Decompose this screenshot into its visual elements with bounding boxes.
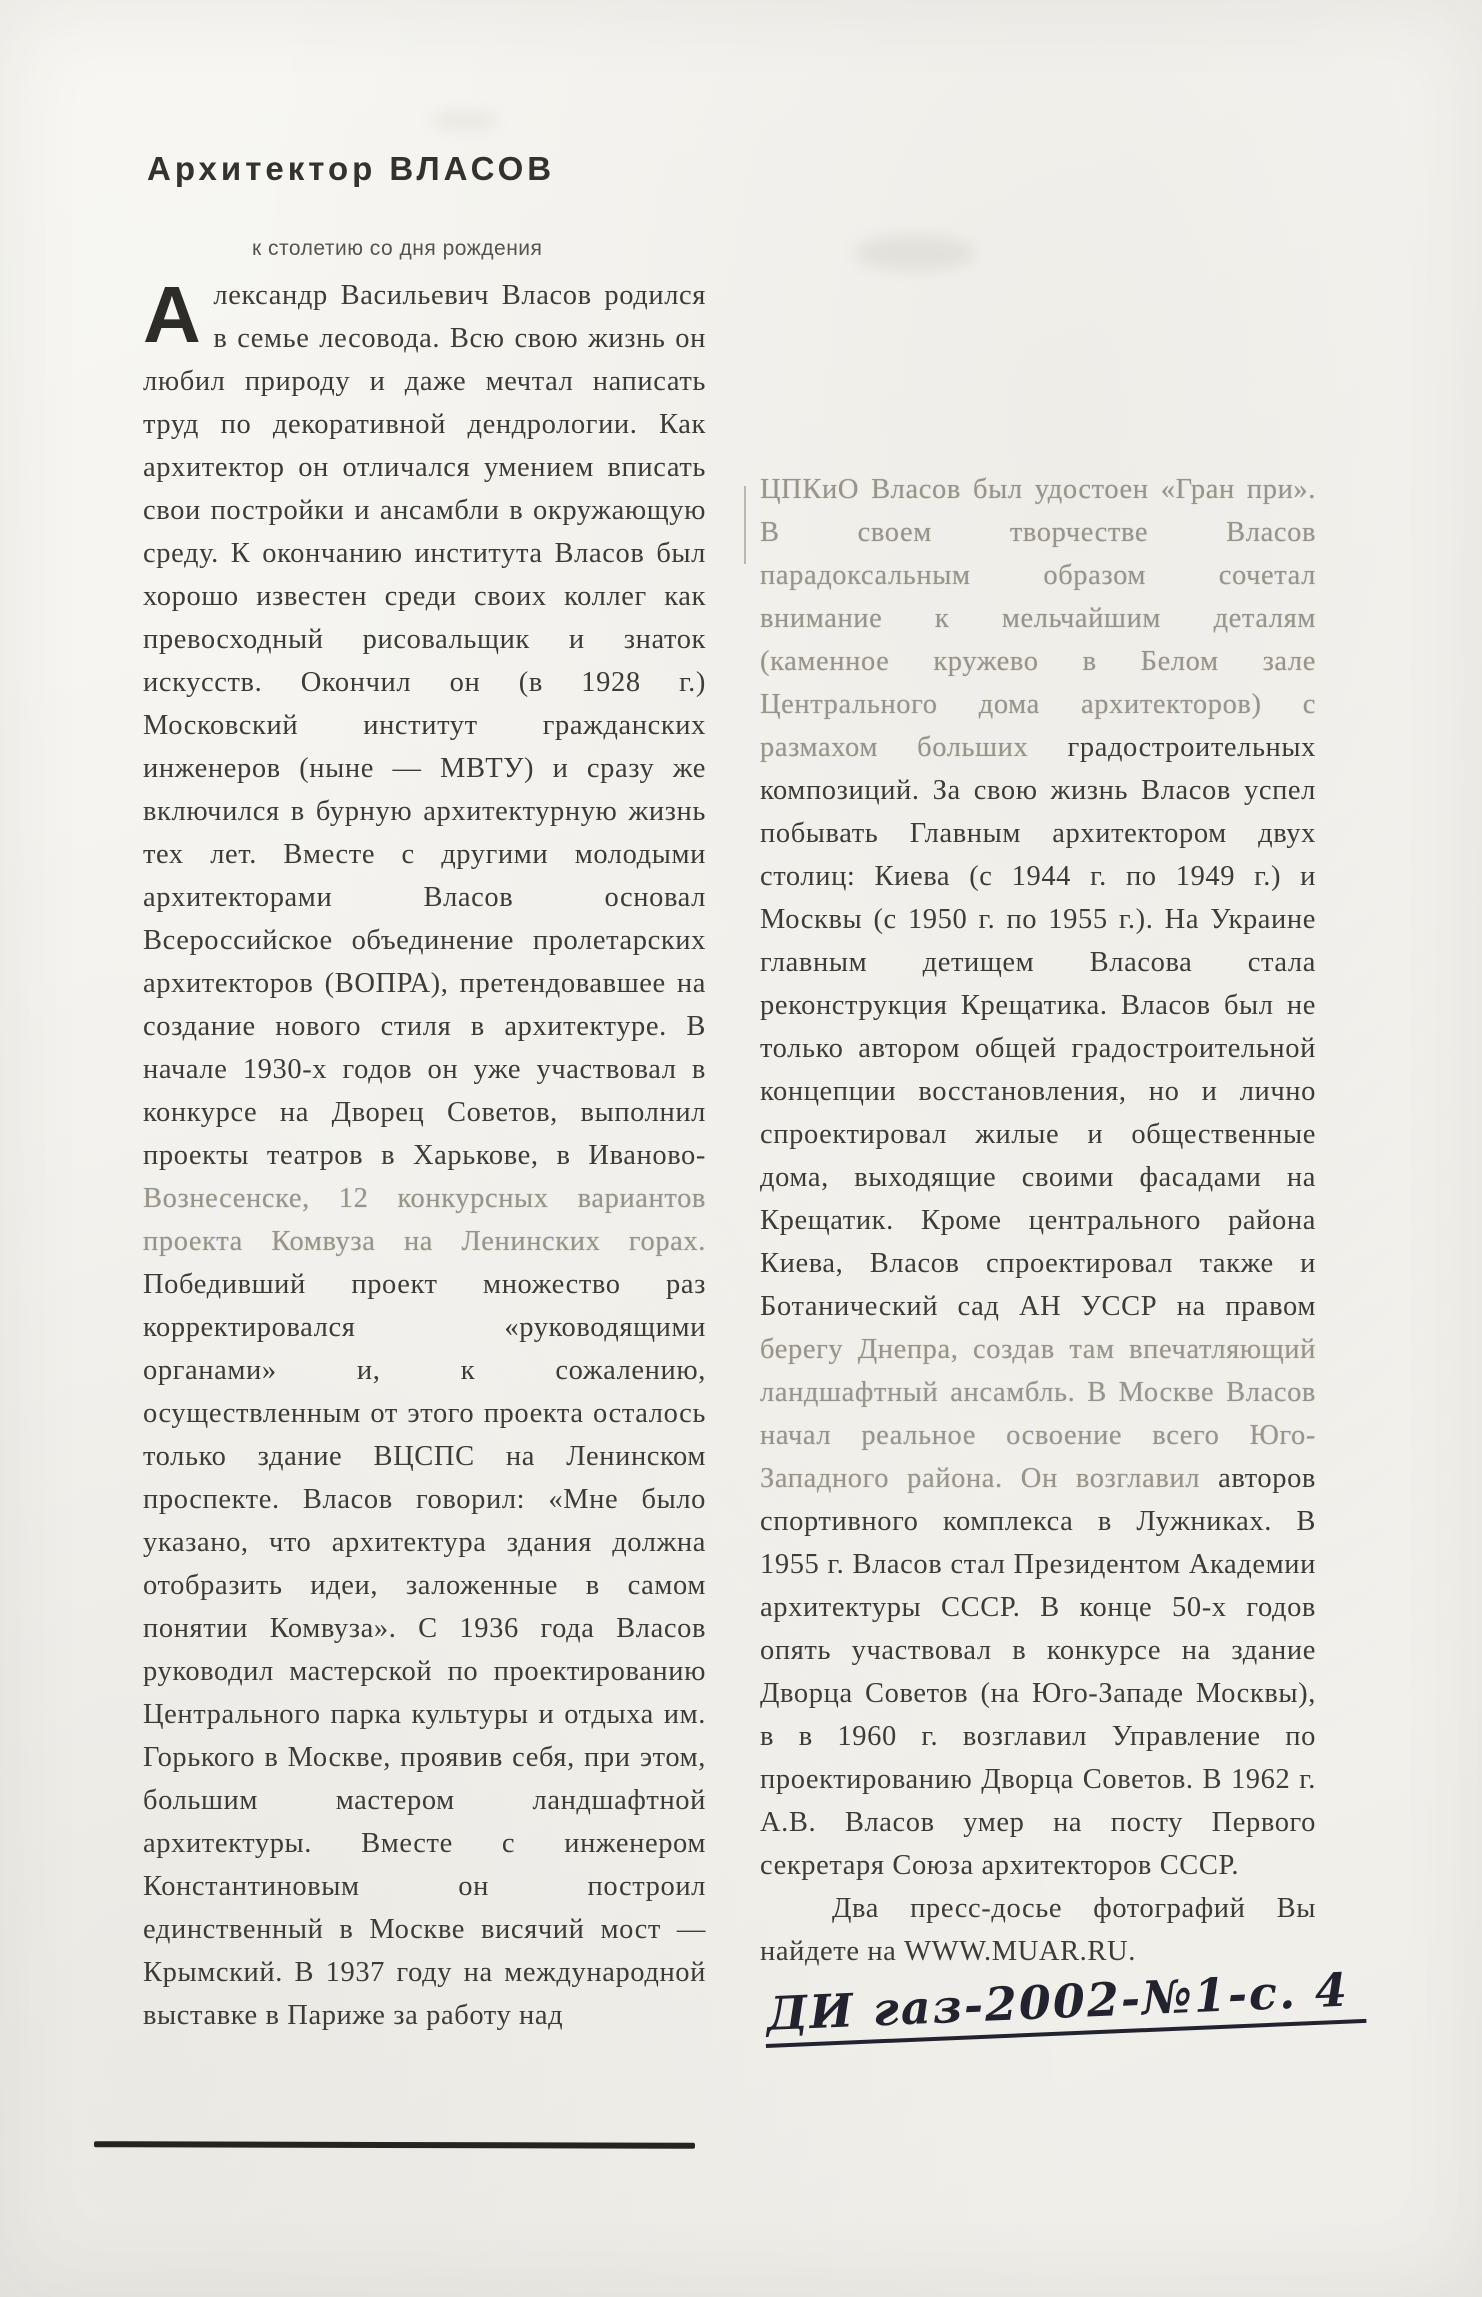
bottom-rule [94, 2141, 695, 2149]
right-column-text [760, 468, 1316, 1887]
left-column-text [143, 270, 706, 2037]
text-segment-faded: берегу Днепра, создав там впечатляющий ландшафтный ансамбль. В Москве Власов начал реальное освоение всего Юго-Западного района. Он возглавил [760, 1334, 1316, 1494]
drop-cap: А [143, 270, 202, 359]
article-subtitle: к столетию со дня рождения [252, 237, 543, 260]
footer-note: Два пресс-досье фотографий Вы найдете на WWW.MUAR.RU. [760, 1893, 1316, 1967]
text-segment: лександр Васильевич Власов родился в семье лесовода. Всю свою жизнь он любил природу и даже мечтал написать труд по декоративной дендрологии. Как архитектор он отличался умением вписать свои постройки и ансамбли в окружающую среду. К окончанию института Власов был хорошо известен среди своих коллег как превосходный рисовальщик и знаток искусств. Окончил он (в 1928 г.) Московский институт гражданских инженеров (ныне — МВТУ) и сразу же включился в бурную архитектурную жизнь тех лет. Вместе с другими молодыми архитекторами Власов основал Всероссийское объединение пролетарских архитекторов (ВОПРА), претендовавшее на создание нового стиля в архитектуре. В начале 1930-х годов он уже участвовал в конкурсе на Дворец Советов, выполнил проекты театров в Харькове, в Иваново- [143, 280, 706, 1171]
handwritten-citation: ДИ газ-2002-№1-с. 4 [764, 1968, 1367, 2048]
left-column [143, 270, 706, 2037]
text-segment-faded: ЦПКиО Власов был удостоен «Гран при». В своем творчестве Власов парадоксальным образом сочетал внимание к мельчайшим деталям (каменное кружево в Белом зале Центрального дома архитекторов) с размахом больших [760, 474, 1316, 763]
scan-smudge [855, 235, 975, 271]
text-segment: градостроительных композиций. За свою жизнь Власов успел побывать Главным архитектором двух столиц: Киева (с 1944 г. по 1949 г.) и Москвы (с 1950 г. по 1955 г.). На Украине главным детищем Власова стала реконструкция Крещатика. Власов был не только автором общей градостроительной концепции восстановления, но и лично спроектировал жилые и общественные дома, выходящие своими фасадами на Крещатик. Кроме центрального района Киева, Власов спроектировал также и Ботанический сад АН УССР на правом [760, 732, 1316, 1322]
article-title: Архитектор ВЛАСОВ [147, 150, 556, 187]
scan-fold-artifact [744, 486, 746, 564]
text-segment: авторов спортивного комплекса в Лужниках. В 1955 г. Власов стал Президентом Академии архитектуры СССР. В конце 50-х годов опять участвовал в конкурсе на здание Дворца Советов (на Юго-Западе Москвы), в в 1960 г. возглавил Управление по проектированию Дворца Советов. В 1962 г. А.В. Власов умер на посту Первого секретаря Союза архитекторов СССР. [760, 1463, 1316, 1881]
scan-smudge [430, 110, 500, 132]
text-segment-faded: Вознесенске, 12 конкурсных вариантов проекта Комвуза на Ленинских горах. [143, 1183, 706, 1257]
right-column [760, 468, 1350, 2048]
text-segment: Победивший проект множество раз корректировался «руководящими органами» и, к сожалению, осуществленным от этого проекта осталось только здание ВЦСПС на Ленинском проспекте. Власов говорил: «Мне было указано, что архитектура здания должна отобразить идеи, заложенные в самом понятии Комвуза». С 1936 года Власов руководил мастерской по проектированию Центрального парка культуры и отдыха им. Горького в Москве, проявив себя, при этом, большим мастером ландшафтной архитектуры. Вместе с инженером Константиновым он построил единственный в Москве висячий мост — Крымский. В 1937 году на международной выставке в Париже за работу над [143, 1269, 706, 2031]
